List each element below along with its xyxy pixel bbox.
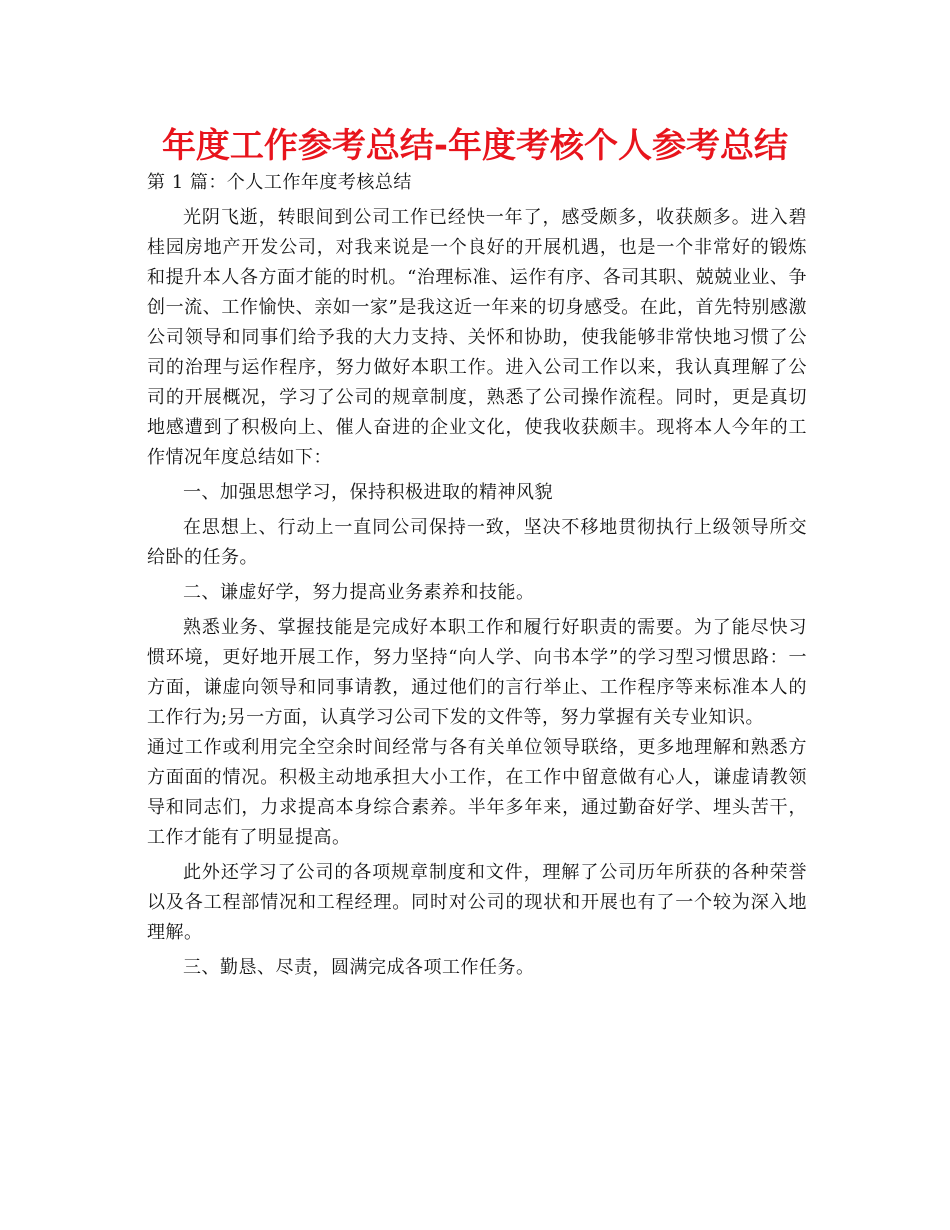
- document-title: 年度工作参考总结-年度考核个人参考总结: [161, 126, 789, 166]
- section-heading-2: 二、谦虚好学，努力提高业务素养和技能。: [183, 582, 535, 603]
- section-2-paragraph-1: 熟悉业务、掌握技能是完成好本职工作和履行好职责的需要。为了能尽快习惯环境，更好地开展工作，努力坚持“向人学、向书本学”的学习型习惯思路：一方面，谦虚向领导和同事请教，通过他们的言行举止、工作程序等来标准本人的工作行为;另一方面，认真学习公司下发的文件等，努力掌握有关专业知识。: [147, 617, 807, 728]
- intro-paragraph: 光阴飞逝，转眼间到公司工作已经快一年了，感受颇多，收获颇多。进入碧桂园房地产开发公司，对我来说是一个良好的开展机遇，也是一个非常好的锻炼和提升本人各方面才能的时机。“治理标准、运作有序、各司其职、兢兢业业、争创一流、工作愉快、亲如一家”是我这近一年来的切身感受。在此，首先特别感激公司领导和同事们给予我的大力支持、关怀和协助，使我能够非常快地习惯了公司的治理与运作程序，努力做好本职工作。进入公司工作以来，我认真理解了公司的开展概况，学习了公司的规章制度，熟悉了公司操作流程。同时，更是真切地感遭到了积极向上、催人奋进的企业文化，使我收获颇丰。现将本人今年的工作情况年度总结如下：: [147, 207, 807, 468]
- document-body: [147, 168, 807, 983]
- section-1-paragraph: 在思想上、行动上一直同公司保持一致，坚决不移地贯彻执行上级领导所交给卧的任务。: [147, 517, 807, 568]
- section-subtitle: 第 1 篇：个人工作年度考核总结: [147, 172, 412, 193]
- section-heading-1: 一、加强思想学习，保持积极进取的精神风貌: [183, 482, 553, 503]
- section-2-paragraph-3: 此外还学习了公司的各项规章制度和文件，理解了公司历年所获的各种荣誉以及各工程部情况和工程经理。同时对公司的现状和开展也有了一个较为深入地理解。: [147, 862, 807, 943]
- section-heading-3: 三、勤恳、尽责，圆满完成各项工作任务。: [183, 957, 535, 978]
- section-2-paragraph-2: 通过工作或利用完全空余时间经常与各有关单位领导联络，更多地理解和熟悉方方面面的情况。积极主动地承担大小工作，在工作中留意做有心人，谦虚请教领导和同志们，力求提高本身综合素养。半年多年来，通过勤奋好学、埋头苦干，工作才能有了明显提高。: [147, 737, 807, 848]
